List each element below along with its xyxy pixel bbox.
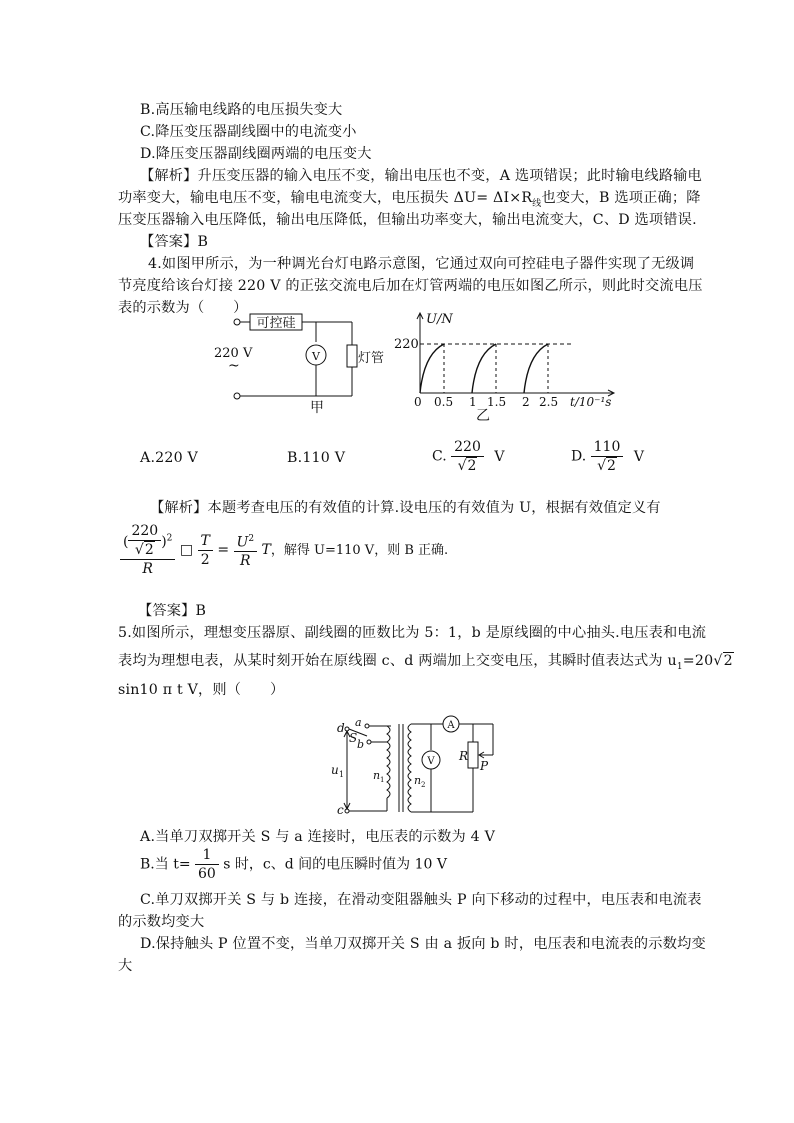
x-axis-label: t/10⁻¹s (570, 395, 612, 409)
svg-text:a: a (355, 716, 362, 729)
q3-answer: 【答案】B (140, 234, 209, 250)
svg-text:V: V (427, 756, 435, 767)
q4-stem-line1: 4.如图甲所示，为一种调光台灯电路示意图，它通过双向可控硅电子器件实现了无级调 (148, 256, 695, 272)
q3-analysis-line3: 压变压器输入电压降低，输出电压降低，但输出功率变大，输出电流变大，C、D 选项错误. (118, 212, 697, 228)
svg-text:1: 1 (339, 770, 345, 779)
svg-text:1: 1 (469, 395, 477, 409)
q5-option-c-line1: C.单刀双掷开关 S 与 b 连接，在滑动变阻器触头 P 向下移动的过程中，电压表和电流表 (140, 892, 702, 908)
svg-text:1: 1 (380, 776, 385, 784)
svg-text:u: u (331, 763, 339, 777)
svg-text:R: R (459, 749, 469, 763)
circuit-diagram-jia (210, 310, 385, 420)
q5-option-a: A.当单刀双掷开关 S 与 a 连接时，电压表的示数为 4 V (140, 829, 496, 845)
svg-text:b: b (357, 738, 365, 751)
q3-analysis-line1: 【解析】升压变压器的输入电压不变，输出电压也不变，A 选项错误；此时输电线路输电 (140, 168, 702, 184)
svg-text:n: n (373, 769, 381, 782)
q3-option-b: B.高压输电线路的电压损失变大 (140, 102, 343, 118)
svg-text:S: S (349, 731, 358, 745)
svg-text:2: 2 (522, 395, 530, 409)
caption-jia: 甲 (310, 400, 324, 416)
svg-text:A: A (447, 720, 455, 731)
rheostat-symbol (468, 742, 478, 768)
q4-option-d: D. $\frac{110}{√2}$ V (571, 439, 644, 474)
svg-text:P: P (480, 759, 489, 773)
q3-option-c: C.降压变压器副线圈中的电流变小 (140, 124, 357, 140)
source-label: 220 V (214, 346, 253, 361)
svg-text:0: 0 (414, 395, 422, 409)
y-axis-label: U/N (426, 312, 453, 327)
scr-label: 可控硅 (256, 316, 296, 331)
q4-answer: 【答案】B (138, 603, 207, 619)
svg-text:灯管: 灯管 (358, 351, 385, 366)
voltage-waveform-yi (392, 306, 632, 426)
q5-option-d-line1: D.保持触头 P 位置不变，当单刀双掷开关 S 由 a 扳向 b 时，电压表和电流表的示数均变 (140, 936, 706, 952)
q4-analysis-line1: 【解析】本题考查电压的有效值的计算.设电压的有效值为 U，根据有效值定义有 (150, 500, 661, 516)
q4-option-a: A.220 V (140, 450, 198, 466)
svg-text:~: ~ (228, 358, 240, 374)
svg-text:2: 2 (421, 781, 426, 789)
svg-text:1.5: 1.5 (487, 395, 507, 409)
q5-stem-line1: 5.如图所示，理想变压器原、副线圈的匝数比为 5：1，b 是原线圈的中心抽头.电压表和电流 (118, 625, 707, 641)
q5-stem-line3: sin10 π t V，则（ ） (118, 682, 285, 698)
transformer-circuit-diagram (325, 712, 515, 824)
lamp-symbol (347, 345, 357, 367)
q4-stem-line3: 表的示数为（ ） (118, 300, 248, 316)
svg-text:c: c (337, 803, 344, 817)
q4-analysis-formula: ( $\frac{220}{√2}$ )$^2$ R □ $\frac{T}{2}$ = $\frac{U^2}{R}$ T，解得 U=110 V，则 B 正确. (120, 522, 448, 578)
q5-option-d-line2: 大 (118, 958, 133, 974)
svg-text:n: n (414, 774, 422, 787)
svg-text:2.5: 2.5 (539, 395, 559, 409)
q5-option-b: B.当 t= $\frac{1}{60}$ s 时，c、d 间的电压瞬时值为 10 V (140, 847, 447, 882)
svg-text:V: V (312, 350, 320, 363)
svg-text:0.5: 0.5 (434, 395, 454, 409)
q4-stem-line2: 节亮度给该台灯接 220 V 的正弦交流电后加在灯管两端的电压如图乙所示，则此时交流电压 (118, 278, 703, 294)
q5-option-c-line2: 的示数均变大 (118, 914, 205, 930)
q5-stem-line2: 表均为理想电表，从某时刻开始在原线圈 c、d 两端加上交变电压，其瞬时值表达式为 $u_1=20√2$ (118, 653, 733, 672)
svg-text:d: d (337, 721, 345, 735)
q4-option-b: B.110 V (287, 450, 346, 466)
y-tick-220: 220 (394, 337, 419, 352)
q3-option-d: D.降压变压器副线圈两端的电压变大 (140, 146, 372, 162)
q4-option-c: C. $\frac{220}{√2}$ V (432, 439, 505, 474)
caption-yi: 乙 (476, 408, 490, 424)
q3-analysis-line2: 功率变大，输电电压不变，输电电流变大，电压损失 $\Delta U= \Delta I\times R_线$也变大，B 选项正确；降 (118, 190, 701, 209)
